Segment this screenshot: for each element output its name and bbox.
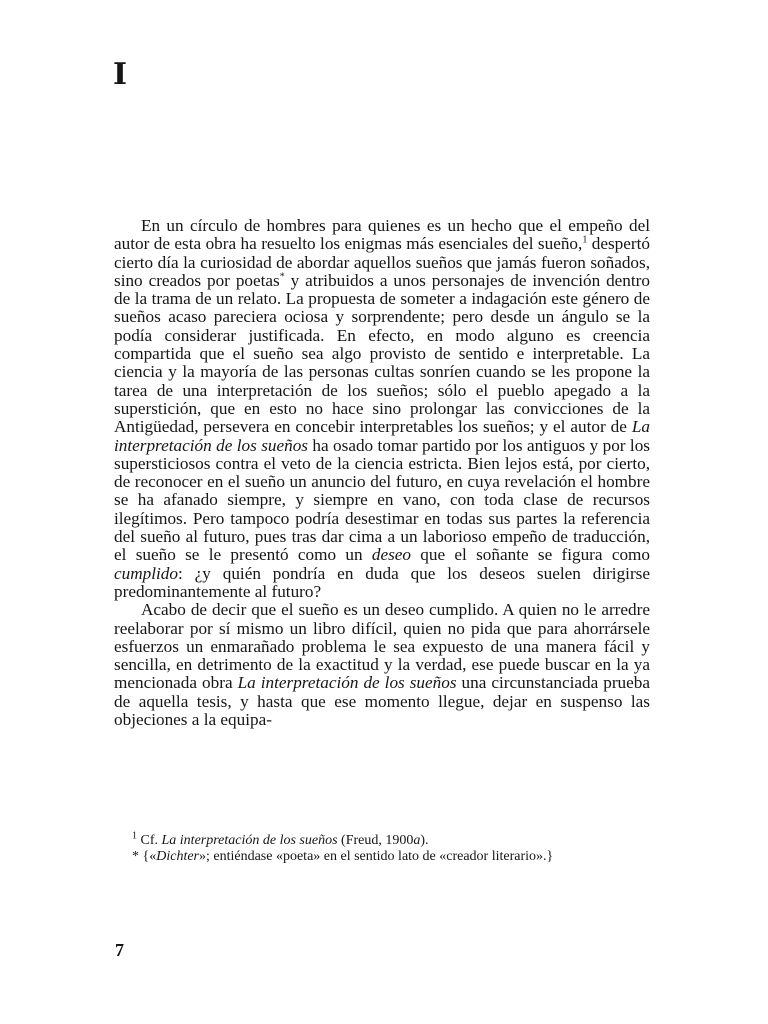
text-run: (Freud, 1900 [337,833,414,848]
page-number: 7 [115,940,124,960]
footnotes [114,830,650,865]
text-run: ha osado tomar partido por los antiguos y por los supersticiosos contra el veto de la ciencia estricta. Bien lejos está, por cierto, de reconocer en el sueño un anuncio del futuro, en cuya revelación el hombre se ha afanado siempre, y siempre en vano, con toda clase de recursos ilegítimos. Pero tampoco podría desestimar en todas sus partes la referencia del sueño al futuro, pues tras dar cima a un laborioso empeño de traducción, el sueño se le presentó como un [114,435,650,565]
text-run: * {« [132,849,157,864]
italic-text: Dichter [156,849,199,864]
paragraph-2 [114,601,650,729]
footnote-marker: 1 [582,234,588,246]
italic-text: La interpretación de los sueños [237,673,457,693]
paragraph-1 [114,217,650,601]
text-run: y atribuidos a unos personajes de invención dentro de la trama de un relato. La propuesta de someter a indagación este género de sueños acaso pareciera ociosa y sorprendente; pero desde un ángulo se la podía considerar justificada. En efecto, en modo alguno es creencia compartida que el sueño sea algo provisto de sentido e interpretable. La ciencia y la mayoría de las personas cultas sonríen cuando se les propone la tarea de una interpretación de los sueños; sólo el pueblo apegado a la superstición, que en esto no hace sino prolongar las convicciones de la Antigüedad, persevera en concebir interpretables los sueños; y el autor de [114,270,650,437]
italic-text: La interpretación de los sueños [161,833,338,848]
text-run: En un círculo de hombres para quienes es un hecho que el empeño del autor de esta obra ha resuelto los enigmas más esenciales del sueño, [114,216,650,254]
footnote-marker: * [279,271,285,283]
text-run: Acabo de decir que el sueño es un deseo cumplido. A quien no le arredre reelaborar por sí mismo un libro difícil, quien no pida que para ahorrársele esfuerzos un enmarañado problema le sea expuesto de una manera fácil y sencilla, en detrimento de la exactitud y la verdad, ese puede buscar en la ya mencionada obra [114,600,650,693]
italic-text: a [413,833,421,848]
italic-text: cumplido [114,563,178,583]
footnote-marker: 1 [132,830,137,842]
italic-text: La interpretación de los sueños [114,417,650,455]
footnote-1 [114,830,650,849]
text-run: despertó cierto día la curiosidad de abordar aquellos sueños que jamás fueron soñados, sino creados por poetas [114,234,650,290]
text-run: Cf. [137,833,162,848]
footnote-2 [114,849,650,865]
text-run: que el soñante se figura como [411,545,651,565]
chapter-numeral: I [113,57,128,92]
text-run: una circunstanciada prueba de aquella tesis, y hasta que ese momento llegue, dejar en suspenso las objeciones a la equipa- [114,673,651,730]
text-run: : ¿y quién pondría en duda que los deseos suelen dirigirse predominantemente al futuro? [114,563,650,601]
text-run: »; entiéndase «poeta» en el sentido lato de «creador literario».} [199,849,554,864]
italic-text: deseo [371,545,411,565]
text-run: ). [420,833,429,848]
body-text [114,217,650,729]
